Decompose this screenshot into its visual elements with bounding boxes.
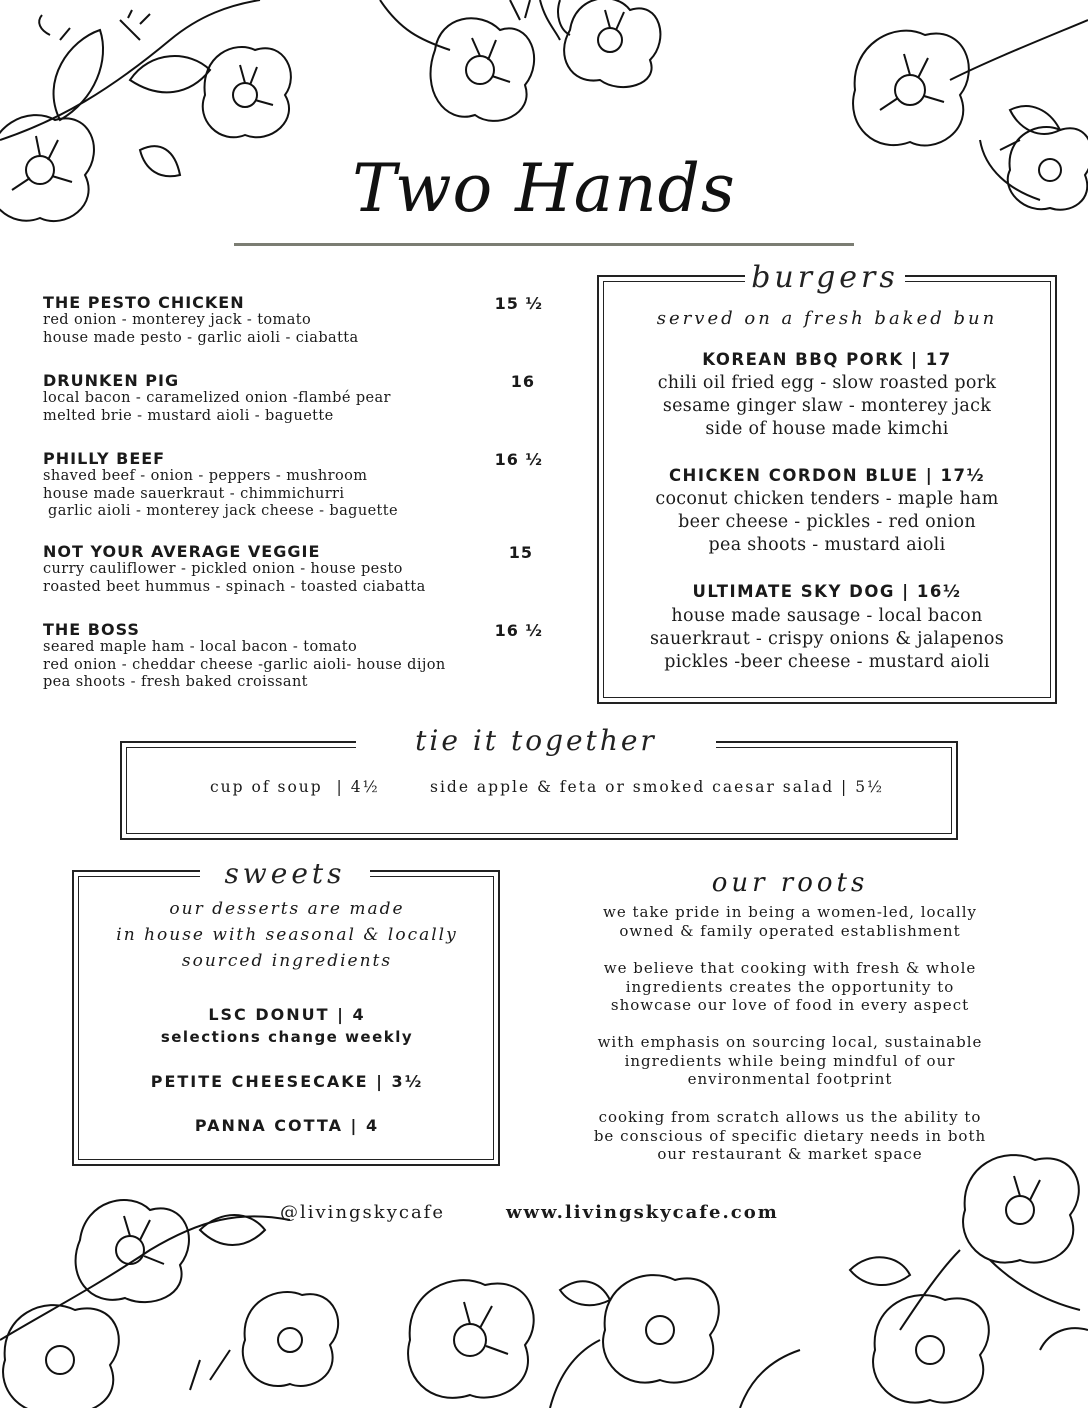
menu-item-price: 15 ½ <box>494 294 543 313</box>
roots-paragraph: we take pride in being a women-led, locally owned & family operated establishment <box>602 903 977 940</box>
burger-description: house made sausage - local bacon sauerkraut - crispy onions & jalapenos pickles -beer cheese - mustard aioli <box>649 606 1005 672</box>
page-title: Two Hands <box>352 150 736 227</box>
salad-option: side apple & feta or smoked caesar salad | 5½ <box>430 778 885 796</box>
tie-it-together-heading: tie it together <box>356 724 716 757</box>
menu-item-description: curry cauliflower - pickled onion - house pesto roasted beet hummus - spinach - toasted ciabatta <box>43 561 426 595</box>
menu-item-price: 16 ½ <box>494 450 543 469</box>
menu-item-price: 15 <box>508 543 533 562</box>
menu-item-price: 16 <box>510 372 535 391</box>
roots-paragraph: we believe that cooking with fresh & whole ingredients creates the opportunity to showcase our love of food in every aspect <box>603 959 977 1014</box>
burgers-subtitle: served on a fresh baked bun <box>656 308 998 329</box>
burger-description: chili oil fried egg - slow roasted pork sesame ginger slaw - monterey jack side of house made kimchi <box>657 373 997 439</box>
menu-item-description: local bacon - caramelized onion -flambé pear melted brie - mustard aioli - baguette <box>43 390 391 424</box>
soup-option: cup of soup | 4½ <box>210 778 380 796</box>
roots-paragraph: with emphasis on sourcing local, sustainable ingredients while being mindful of our environmental footprint <box>597 1033 983 1088</box>
menu-item <box>43 372 563 425</box>
menu-item-description: shaved beef - onion - peppers - mushroom house made sauerkraut - chimmichurri garlic aioli - monterey jack cheese - baguette <box>43 468 398 519</box>
dessert-name: PETITE CHEESECAKE | 3½ <box>150 1072 424 1091</box>
social-handle: @livingskycafe <box>280 1202 445 1223</box>
burger-description: coconut chicken tenders - maple ham beer cheese - pickles - red onion pea shoots - mustard aioli <box>655 489 999 555</box>
menu-item <box>43 543 563 596</box>
dessert-note: selections change weekly <box>160 1028 414 1046</box>
menu-item-name: PHILLY BEEF <box>43 449 166 468</box>
floral-decoration-top-center <box>360 0 680 160</box>
menu-item <box>43 621 563 692</box>
dessert-name: LSC DONUT | 4 <box>208 1005 366 1024</box>
roots-paragraph: cooking from scratch allows us the ability to be conscious of specific dietary needs in both our restaurant & market space <box>593 1108 987 1163</box>
menu-item-name: NOT YOUR AVERAGE VEGGIE <box>43 542 321 561</box>
menu-item-name: THE PESTO CHICKEN <box>43 293 245 312</box>
title-divider <box>234 243 854 246</box>
floral-decoration-bottom-center <box>380 1250 820 1408</box>
menu-item-name: DRUNKEN PIG <box>43 371 180 390</box>
menu-item-description: seared maple ham - local bacon - tomato red onion - cheddar cheese -garlic aioli- house dijon pea shoots - fresh baked croissant <box>43 639 446 690</box>
burger-name: CHICKEN CORDON BLUE | 17½ <box>668 466 986 485</box>
website-link[interactable]: www.livingskycafe.com <box>506 1202 779 1223</box>
sweets-note: our desserts are made in house with seasonal & locally sourced ingredients <box>116 899 458 971</box>
floral-decoration-bottom-right <box>820 1150 1088 1408</box>
our-roots-heading: our roots <box>711 868 869 898</box>
burger-name: ULTIMATE SKY DOG | 16½ <box>692 582 962 601</box>
burger-name: KOREAN BBQ PORK | 17 <box>702 350 952 369</box>
menu-item <box>43 294 563 347</box>
menu-item-name: THE BOSS <box>43 620 140 639</box>
menu-item <box>43 450 563 521</box>
dessert-name: PANNA COTTA | 4 <box>194 1116 380 1135</box>
menu-item-description: red onion - monterey jack - tomato house made pesto - garlic aioli - ciabatta <box>43 312 359 346</box>
sweets-heading: sweets <box>200 857 370 890</box>
burgers-heading: burgers <box>745 260 905 295</box>
menu-item-price: 16 ½ <box>494 621 543 640</box>
